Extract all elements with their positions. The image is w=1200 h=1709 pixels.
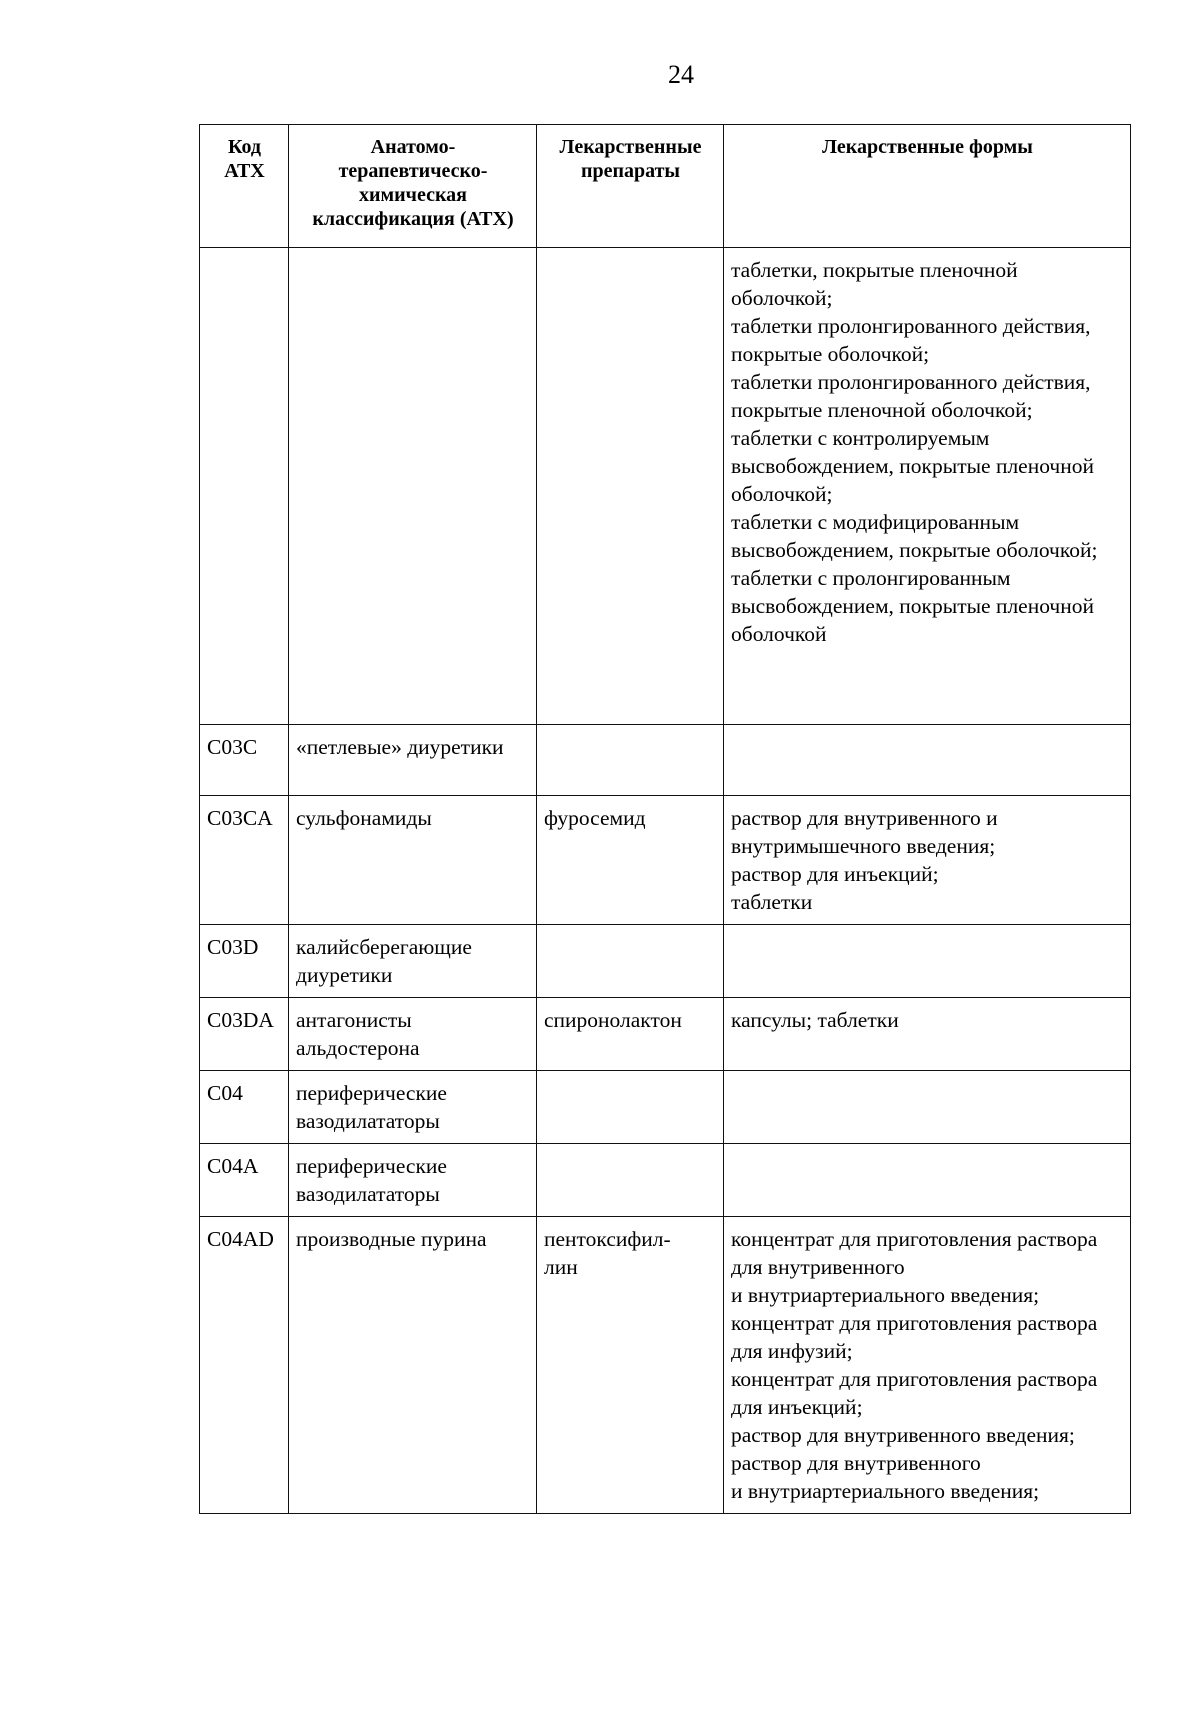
cell-classification: сульфонамиды bbox=[289, 796, 537, 925]
cell-drug: спиронолактон bbox=[537, 998, 724, 1071]
cell-forms: концентрат для приготовления раствора для внутривенного и внутриартериального введения; концентрат для приготовления раствора для инфузий; концентрат для приготовления раствора для инъекций; раствор для внутривенного введения; раствор для внутривенного и внутриартериального введения; bbox=[724, 1217, 1131, 1514]
cell-classification bbox=[289, 248, 537, 725]
table-row bbox=[200, 925, 1131, 998]
page-number: 24 bbox=[668, 60, 694, 89]
atc-drug-table bbox=[199, 124, 1131, 1514]
table-row bbox=[200, 998, 1131, 1071]
cell-code: C04AD bbox=[200, 1217, 289, 1514]
cell-forms bbox=[724, 1071, 1131, 1144]
cell-drug bbox=[537, 248, 724, 725]
cell-code: C04A bbox=[200, 1144, 289, 1217]
cell-forms bbox=[724, 925, 1131, 998]
table-row bbox=[200, 725, 1131, 796]
cell-classification: антагонисты альдостерона bbox=[289, 998, 537, 1071]
cell-code: C04 bbox=[200, 1071, 289, 1144]
cell-forms bbox=[724, 725, 1131, 796]
table-row bbox=[200, 1144, 1131, 1217]
cell-classification: производные пурина bbox=[289, 1217, 537, 1514]
cell-drug bbox=[537, 1144, 724, 1217]
cell-code: C03DA bbox=[200, 998, 289, 1071]
cell-classification: периферические вазодилататоры bbox=[289, 1144, 537, 1217]
cell-classification: «петлевые» диуретики bbox=[289, 725, 537, 796]
cell-classification: калийсберегающие диуретики bbox=[289, 925, 537, 998]
header-forms: Лекарственные формы bbox=[724, 125, 1131, 248]
table-row bbox=[200, 1071, 1131, 1144]
header-classification: Анатомо- терапевтическо- химическая классификация (АТХ) bbox=[289, 125, 537, 248]
cell-code bbox=[200, 248, 289, 725]
cell-forms: таблетки, покрытые пленочной оболочкой; таблетки пролонгированного действия, покрытые оболочкой; таблетки пролонгированного действия, покрытые пленочной оболочкой; таблетки с контролируемым высвобождением, покрытые пленочной оболочкой; таблетки с модифицированным высвобождением, покрытые оболочкой; таблетки с пролонгированным высвобождением, покрытые пленочной оболочкой bbox=[724, 248, 1131, 725]
cell-forms bbox=[724, 1144, 1131, 1217]
table-header-row bbox=[200, 125, 1131, 248]
cell-code: C03C bbox=[200, 725, 289, 796]
cell-drug: фуросемид bbox=[537, 796, 724, 925]
header-drugs: Лекарственные препараты bbox=[537, 125, 724, 248]
cell-drug: пентоксифил- лин bbox=[537, 1217, 724, 1514]
cell-drug bbox=[537, 925, 724, 998]
cell-classification: периферические вазодилататоры bbox=[289, 1071, 537, 1144]
header-code: Код АТХ bbox=[200, 125, 289, 248]
cell-drug bbox=[537, 1071, 724, 1144]
cell-code: C03D bbox=[200, 925, 289, 998]
cell-drug bbox=[537, 725, 724, 796]
table-row bbox=[200, 248, 1131, 725]
table-row bbox=[200, 796, 1131, 925]
cell-code: C03CA bbox=[200, 796, 289, 925]
cell-forms: капсулы; таблетки bbox=[724, 998, 1131, 1071]
cell-forms: раствор для внутривенного и внутримышечного введения; раствор для инъекций; таблетки bbox=[724, 796, 1131, 925]
table-row bbox=[200, 1217, 1131, 1514]
